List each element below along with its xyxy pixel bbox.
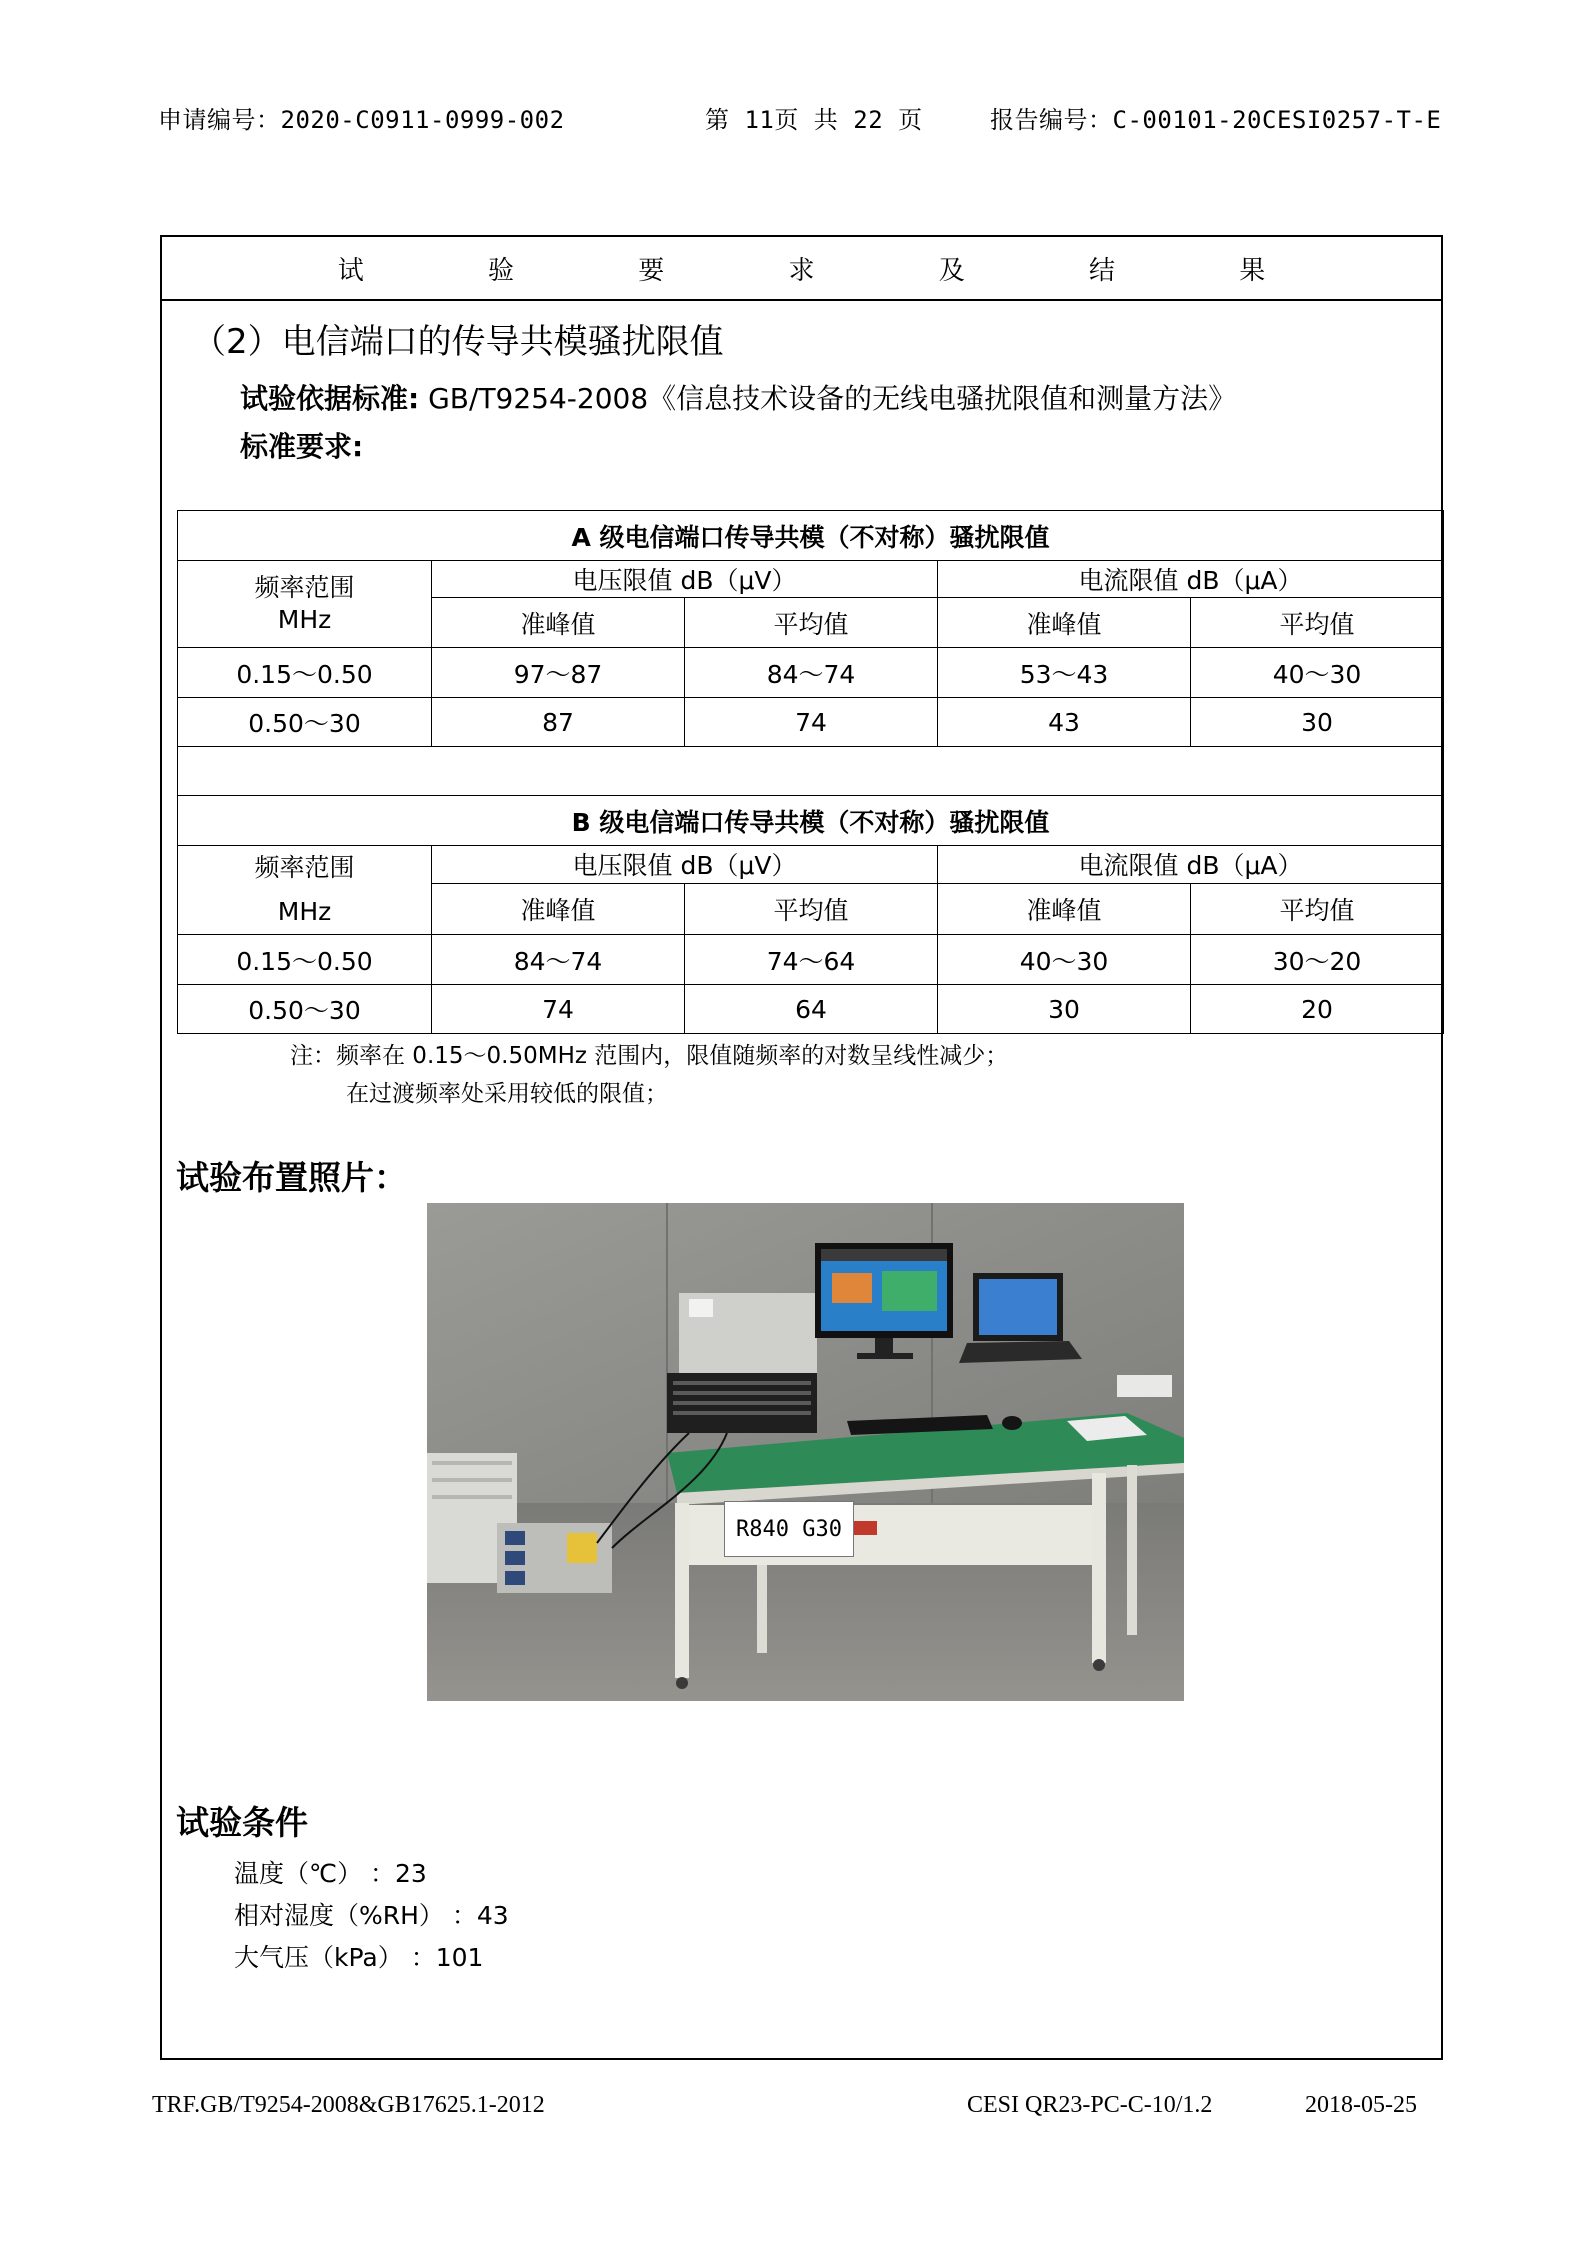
- section-title: （2）电信端口的传导共模骚扰限值: [192, 322, 724, 362]
- current-header: 电流限值 dB（μA）: [938, 561, 1444, 598]
- freq-unit: MHz: [277, 897, 332, 926]
- value-cell: 53～43: [938, 648, 1191, 698]
- condition-humidity: 相对湿度（%RH） ：43: [234, 1901, 509, 1930]
- results-frame: [160, 235, 1443, 2060]
- quasi-peak-header: 准峰值: [938, 598, 1191, 648]
- value-cell: 40～30: [938, 935, 1191, 985]
- freq-header-cell: [178, 561, 432, 648]
- value-cell: 84～74: [432, 935, 685, 985]
- table-row: [178, 648, 1444, 698]
- footer-form-code: TRF.GB/T9254-2008&GB17625.1-2012: [152, 2092, 545, 2118]
- freq-header-cell: [178, 846, 432, 935]
- freq-header: 频率范围: [254, 853, 355, 882]
- value-cell: 30: [938, 985, 1191, 1034]
- spacer-row: [178, 747, 1444, 796]
- test-setup-photo: [427, 1203, 1184, 1701]
- table-row: [178, 698, 1444, 747]
- quasi-peak-header: 准峰值: [432, 598, 685, 648]
- value-cell: 20: [1191, 985, 1444, 1034]
- report-number: 报告编号：C-00101-20CESI0257-T-E: [990, 106, 1442, 134]
- condition-temperature: 温度（℃） ：23: [234, 1859, 427, 1888]
- test-basis-label: 试验依据标准:: [240, 382, 420, 415]
- class-b-caption: B 级电信端口传导共模（不对称）骚扰限值: [178, 796, 1444, 846]
- voltage-header: 电压限值 dB（μV）: [432, 561, 938, 598]
- average-header: 平均值: [685, 883, 938, 934]
- frame-title: 试 验 要 求 及 结 果: [162, 237, 1441, 301]
- value-cell: 84～74: [685, 648, 938, 698]
- table-note: [290, 1037, 1008, 1113]
- value-cell: 97～87: [432, 648, 685, 698]
- test-basis-value: GB/T9254-2008《信息技术设备的无线电骚扰限值和测量方法》: [419, 382, 1237, 415]
- test-basis: [240, 377, 1236, 417]
- value-cell: 43: [938, 698, 1191, 747]
- application-number: 申请编号：2020-C0911-0999-002: [158, 106, 565, 134]
- voltage-header: 电压限值 dB（μV）: [432, 846, 938, 884]
- quasi-peak-header: 准峰值: [938, 883, 1191, 934]
- footer-doc-code: CESI QR23-PC-C-10/1.2: [967, 2092, 1213, 2118]
- freq-unit: MHz: [277, 605, 332, 634]
- table-row: [178, 935, 1444, 985]
- freq-cell: 0.50～30: [178, 985, 432, 1034]
- average-header: 平均值: [685, 598, 938, 648]
- value-cell: 40～30: [1191, 648, 1444, 698]
- requirement-label: 标准要求:: [240, 430, 364, 463]
- value-cell: 64: [685, 985, 938, 1034]
- note-line-2: 在过渡频率处采用较低的限值；: [346, 1081, 668, 1107]
- value-cell: 74: [685, 698, 938, 747]
- class-a-caption: A 级电信端口传导共模（不对称）骚扰限值: [178, 511, 1444, 561]
- device-model-label: R840 G30: [724, 1501, 854, 1557]
- value-cell: 30～20: [1191, 935, 1444, 985]
- quasi-peak-header: 准峰值: [432, 883, 685, 934]
- freq-header: 频率范围: [254, 573, 355, 602]
- limits-table: [177, 510, 1444, 1034]
- value-cell: 74: [432, 985, 685, 1034]
- average-header: 平均值: [1191, 598, 1444, 648]
- value-cell: 30: [1191, 698, 1444, 747]
- setup-photo-illustration: [427, 1203, 1184, 1701]
- photo-title: 试验布置照片：: [176, 1158, 407, 1197]
- current-header: 电流限值 dB（μA）: [938, 846, 1444, 884]
- footer-date: 2018-05-25: [1305, 2092, 1417, 2118]
- conditions-title: 试验条件: [176, 1803, 308, 1842]
- condition-pressure: 大气压（kPa） ：101: [234, 1943, 484, 1972]
- average-header: 平均值: [1191, 883, 1444, 934]
- value-cell: 87: [432, 698, 685, 747]
- freq-cell: 0.50～30: [178, 698, 432, 747]
- page-info: 第 11页 共 22 页: [705, 106, 923, 134]
- table-row: [178, 985, 1444, 1034]
- freq-cell: 0.15～0.50: [178, 648, 432, 698]
- freq-cell: 0.15～0.50: [178, 935, 432, 985]
- value-cell: 74～64: [685, 935, 938, 985]
- note-line-1: 注：频率在 0.15～0.50MHz 范围内，限值随频率的对数呈线性减少；: [290, 1043, 1009, 1069]
